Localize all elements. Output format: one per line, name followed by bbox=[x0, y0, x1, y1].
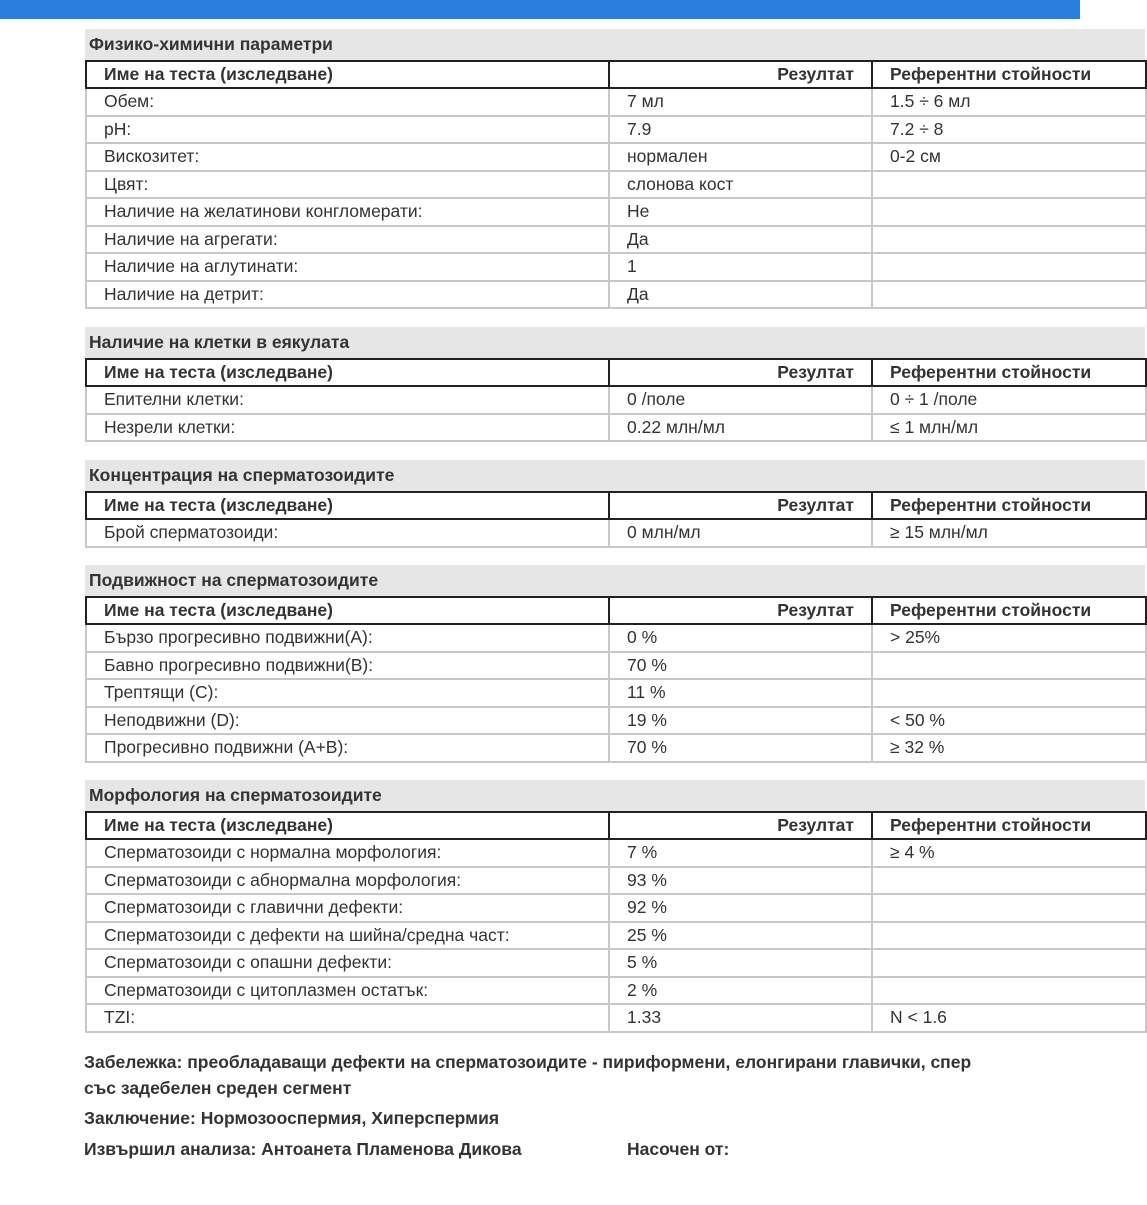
header-reference: Референтни стойности bbox=[872, 359, 1146, 386]
header-reference: Референтни стойности bbox=[872, 812, 1146, 839]
cell-reference: < 50 % bbox=[872, 707, 1146, 735]
header-reference: Референтни стойности bbox=[872, 61, 1146, 88]
header-result: Резултат bbox=[609, 812, 872, 839]
section-title: Концентрация на сперматозоидите bbox=[85, 460, 1145, 491]
table-row bbox=[86, 143, 1146, 171]
cell-result: слонова кост bbox=[609, 171, 872, 199]
header-name: Име на теста (изследване) bbox=[86, 61, 609, 88]
cell-result: Не bbox=[609, 198, 872, 226]
table-header-row bbox=[86, 61, 1146, 88]
cell-name: Брой сперматозоиди: bbox=[86, 519, 609, 547]
cell-name: Епителни клетки: bbox=[86, 386, 609, 414]
table-row bbox=[86, 977, 1146, 1005]
cell-result: 7 мл bbox=[609, 88, 872, 116]
cell-name: Незрели клетки: bbox=[86, 414, 609, 442]
referred-by: Насочен от: bbox=[627, 1139, 730, 1159]
cell-name: Наличие на аглутинати: bbox=[86, 253, 609, 281]
remark-line-1: Забележка: преобладаващи дефекти на сперматозоидите - пириформени, елонгирани главички, спер bbox=[84, 1052, 972, 1072]
header-result: Резултат bbox=[609, 61, 872, 88]
cell-name: Трептящи (C): bbox=[86, 679, 609, 707]
cell-name: TZI: bbox=[86, 1004, 609, 1032]
section bbox=[85, 460, 1145, 548]
cell-result: нормален bbox=[609, 143, 872, 171]
cell-result: 1.33 bbox=[609, 1004, 872, 1032]
header-name: Име на теста (изследване) bbox=[86, 492, 609, 519]
cell-result: 70 % bbox=[609, 734, 872, 762]
cell-reference: N < 1.6 bbox=[872, 1004, 1146, 1032]
results-table bbox=[85, 811, 1147, 1033]
cell-result: 70 % bbox=[609, 652, 872, 680]
cell-name: Обем: bbox=[86, 88, 609, 116]
cell-reference: ≥ 4 % bbox=[872, 839, 1146, 867]
table-row bbox=[86, 839, 1146, 867]
header-name: Име на теста (изследване) bbox=[86, 597, 609, 624]
cell-name: Сперматозоиди с главични дефекти: bbox=[86, 894, 609, 922]
cell-reference: 1.5 ÷ 6 мл bbox=[872, 88, 1146, 116]
cell-name: Сперматозоиди с цитоплазмен остатък: bbox=[86, 977, 609, 1005]
cell-reference: ≥ 32 % bbox=[872, 734, 1146, 762]
cell-result: 93 % bbox=[609, 867, 872, 895]
cell-reference: ≥ 15 млн/мл bbox=[872, 519, 1146, 547]
table-row bbox=[86, 116, 1146, 144]
table-header-row bbox=[86, 597, 1146, 624]
results-table bbox=[85, 358, 1147, 442]
cell-result: 25 % bbox=[609, 922, 872, 950]
cell-result: 0 млн/мл bbox=[609, 519, 872, 547]
cell-result: 5 % bbox=[609, 949, 872, 977]
cell-reference bbox=[872, 679, 1146, 707]
cell-name: Сперматозоиди с абнормална морфология: bbox=[86, 867, 609, 895]
header-result: Резултат bbox=[609, 492, 872, 519]
cell-name: Сперматозоиди с опашни дефекти: bbox=[86, 949, 609, 977]
table-row bbox=[86, 679, 1146, 707]
cell-reference bbox=[872, 922, 1146, 950]
cell-reference bbox=[872, 281, 1146, 309]
cell-result: 0.22 млн/мл bbox=[609, 414, 872, 442]
section bbox=[85, 327, 1145, 442]
cell-name: Бавно прогресивно подвижни(B): bbox=[86, 652, 609, 680]
table-row bbox=[86, 226, 1146, 254]
header-reference: Референтни стойности bbox=[872, 597, 1146, 624]
results-table bbox=[85, 491, 1147, 548]
header-result: Резултат bbox=[609, 597, 872, 624]
cell-reference: 0-2 см bbox=[872, 143, 1146, 171]
cell-reference bbox=[872, 867, 1146, 895]
header-name: Име на теста (изследване) bbox=[86, 812, 609, 839]
table-header-row bbox=[86, 359, 1146, 386]
table-row bbox=[86, 707, 1146, 735]
section bbox=[85, 29, 1145, 309]
cell-name: Вискозитет: bbox=[86, 143, 609, 171]
cell-result: 11 % bbox=[609, 679, 872, 707]
cell-name: Неподвижни (D): bbox=[86, 707, 609, 735]
cell-result: 0 % bbox=[609, 624, 872, 652]
cell-name: Прогресивно подвижни (A+B): bbox=[86, 734, 609, 762]
cell-name: pH: bbox=[86, 116, 609, 144]
table-row bbox=[86, 519, 1146, 547]
cell-result: 2 % bbox=[609, 977, 872, 1005]
table-row bbox=[86, 88, 1146, 116]
cell-name: Сперматозоиди с нормална морфология: bbox=[86, 839, 609, 867]
section bbox=[85, 780, 1145, 1033]
report-viewport bbox=[85, 0, 1092, 1205]
cell-result: 7 % bbox=[609, 839, 872, 867]
results-table bbox=[85, 596, 1147, 763]
cell-reference bbox=[872, 977, 1146, 1005]
cell-reference: ≤ 1 млн/мл bbox=[872, 414, 1146, 442]
cell-name: Цвят: bbox=[86, 171, 609, 199]
table-row bbox=[86, 171, 1146, 199]
cell-name: Наличие на агрегати: bbox=[86, 226, 609, 254]
cell-reference bbox=[872, 894, 1146, 922]
cell-result: 92 % bbox=[609, 894, 872, 922]
remark-line-2: със задебелен среден сегмент bbox=[84, 1078, 352, 1098]
table-row bbox=[86, 734, 1146, 762]
table-row bbox=[86, 1004, 1146, 1032]
table-row bbox=[86, 894, 1146, 922]
results-table bbox=[85, 60, 1147, 309]
header-name: Име на теста (изследване) bbox=[86, 359, 609, 386]
cell-result: 7.9 bbox=[609, 116, 872, 144]
cell-reference: > 25% bbox=[872, 624, 1146, 652]
section bbox=[85, 565, 1145, 763]
table-row bbox=[86, 253, 1146, 281]
cell-result: 1 bbox=[609, 253, 872, 281]
cell-name: Бързо прогресивно подвижни(A): bbox=[86, 624, 609, 652]
section-title: Наличие на клетки в еякулата bbox=[85, 327, 1145, 358]
table-row bbox=[86, 867, 1146, 895]
performed-by: Извършил анализа: Антоанета Пламенова Дикова bbox=[84, 1139, 522, 1159]
header-reference: Референтни стойности bbox=[872, 492, 1146, 519]
cell-reference bbox=[872, 226, 1146, 254]
table-row bbox=[86, 652, 1146, 680]
header-result: Резултат bbox=[609, 359, 872, 386]
cell-name: Наличие на детрит: bbox=[86, 281, 609, 309]
table-header-row bbox=[86, 812, 1146, 839]
table-row bbox=[86, 922, 1146, 950]
cell-reference bbox=[872, 198, 1146, 226]
cell-result: Да bbox=[609, 281, 872, 309]
cell-reference: 7.2 ÷ 8 bbox=[872, 116, 1146, 144]
cell-reference bbox=[872, 652, 1146, 680]
table-row bbox=[86, 281, 1146, 309]
cell-result: 19 % bbox=[609, 707, 872, 735]
cell-name: Наличие на желатинови конгломерати: bbox=[86, 198, 609, 226]
conclusion: Заключение: Нормозооспермия, Хиперспермия bbox=[84, 1108, 500, 1128]
cell-reference bbox=[872, 949, 1146, 977]
cell-name: Сперматозоиди с дефекти на шийна/средна част: bbox=[86, 922, 609, 950]
table-row bbox=[86, 198, 1146, 226]
section-title: Подвижност на сперматозоидите bbox=[85, 565, 1145, 596]
cell-reference: 0 ÷ 1 /поле bbox=[872, 386, 1146, 414]
table-row bbox=[86, 414, 1146, 442]
cell-reference bbox=[872, 171, 1146, 199]
table-header-row bbox=[86, 492, 1146, 519]
table-row bbox=[86, 624, 1146, 652]
table-row bbox=[86, 949, 1146, 977]
cell-result: 0 /поле bbox=[609, 386, 872, 414]
cell-reference bbox=[872, 253, 1146, 281]
section-title: Физико-химични параметри bbox=[85, 29, 1145, 60]
cell-result: Да bbox=[609, 226, 872, 254]
section-title: Морфология на сперматозоидите bbox=[85, 780, 1145, 811]
table-row bbox=[86, 386, 1146, 414]
